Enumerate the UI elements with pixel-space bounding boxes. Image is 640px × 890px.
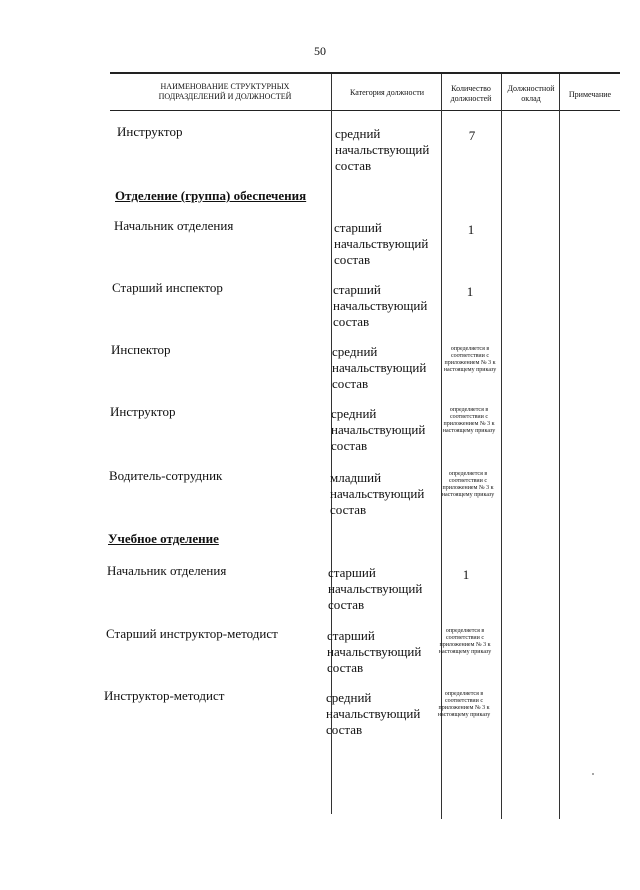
header-quantity-column: Количество должностей — [450, 84, 492, 103]
header-bottom-border — [110, 110, 620, 111]
position-quantity: 1 — [466, 284, 474, 299]
position-quantity-note: определяется в соответствии с приложением № 3 к настоящему приказу — [442, 407, 496, 434]
position-quantity-note: определяется в соответствии с приложением № 3 к настоящему приказу — [443, 346, 497, 373]
position-name: Водитель-сотрудник — [109, 468, 223, 483]
position-category: средний начальствующий состав — [331, 406, 426, 453]
position-name: Инструктор-методист — [104, 688, 225, 703]
position-quantity: 1 — [462, 567, 470, 582]
position-quantity: 7 — [468, 128, 476, 143]
position-category: средний начальствующий состав — [335, 126, 430, 173]
section-heading: Учебное отделение — [108, 531, 219, 546]
table-top-border — [110, 72, 620, 74]
position-category: старший начальствующий состав — [334, 220, 429, 267]
position-quantity-note: определяется в соответствии с приложением № 3 к настоящему приказу — [441, 471, 495, 498]
header-notes-column: Примечание — [568, 90, 612, 99]
header-name-column: НАИМЕНОВАНИЕ СТРУКТУРНЫХ ПОДРАЗДЕЛЕНИЙ И ДОЛЖНОСТЕЙ — [158, 82, 292, 101]
header-category-column: Категория должности — [350, 88, 424, 97]
column-divider-4 — [559, 74, 560, 819]
position-name: Старший инструктор-методист — [106, 626, 278, 641]
section-heading: Отделение (группа) обеспечения — [115, 188, 307, 203]
position-category: средний начальствующий состав — [326, 690, 421, 737]
page-number: 50 — [314, 44, 326, 58]
position-name: Начальник отделения — [107, 563, 227, 578]
position-category: старший начальствующий состав — [333, 282, 428, 329]
scan-speck — [592, 773, 594, 775]
position-name: Инструктор — [117, 124, 183, 139]
position-name: Инструктор — [110, 404, 176, 419]
position-name: Инспектор — [111, 342, 171, 357]
position-name: Начальник отделения — [114, 218, 234, 233]
position-quantity-note: определяется в соответствии с приложением № 3 к настоящему приказу — [437, 691, 491, 718]
position-quantity-note: определяется в соответствии с приложением № 3 к настоящему приказу — [438, 628, 492, 655]
column-divider-3 — [501, 74, 502, 819]
position-category: младший начальствующий состав — [330, 470, 425, 517]
position-category: старший начальствующий состав — [327, 628, 422, 675]
position-name: Старший инспектор — [112, 280, 223, 295]
position-category: старший начальствующий состав — [328, 565, 423, 612]
position-category: средний начальствующий состав — [332, 344, 427, 391]
header-salary-column: Должностной оклад — [507, 84, 555, 103]
position-quantity: 1 — [467, 222, 475, 237]
